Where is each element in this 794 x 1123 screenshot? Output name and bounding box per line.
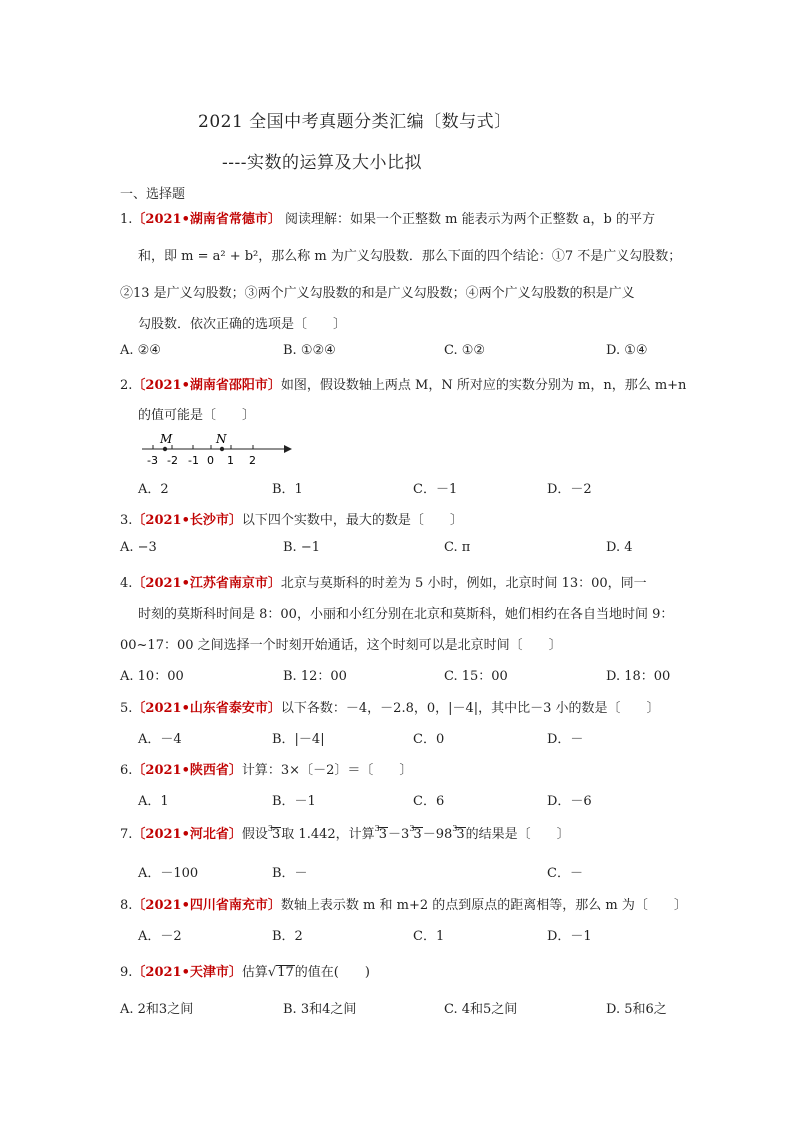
question-source: 〔2021•陕西省〕 [132, 763, 242, 778]
question-text: 的值可能是〔 〕 [138, 408, 256, 423]
cube-root-expression: 3 [456, 827, 465, 842]
option-b[interactable]: B. ①②④ [283, 343, 336, 358]
question-text: 00~17：00 之间选择一个时刻开始通话，这个时刻可以是北京时间〔 〕 [120, 638, 562, 653]
option-c[interactable]: C. ①② [444, 343, 486, 358]
question-number: 3. [120, 513, 133, 528]
option-b[interactable]: B．2 [272, 929, 303, 944]
option-b[interactable]: B. −1 [283, 540, 320, 555]
question-text: 如图，假设数轴上两点 M，N 所对应的实数分别为 m，n，那么 m+n [280, 378, 687, 393]
tick-label: -2 [167, 454, 178, 467]
tick-label: -3 [147, 454, 158, 467]
question-source: 〔2021•山东省泰安市〕 [132, 701, 281, 716]
option-a[interactable]: A. ②④ [120, 343, 161, 358]
question-text: 估算 [241, 965, 268, 980]
option-d[interactable]: D．－2 [547, 482, 592, 497]
option-a[interactable]: A．－4 [138, 732, 182, 747]
question-text: 的值在( ) [294, 965, 370, 980]
option-d[interactable]: D．－6 [547, 794, 592, 809]
option-d[interactable]: D．－ [547, 732, 584, 747]
question-text: 时刻的莫斯科时间是 8：00，小丽和小红分别在北京和莫斯科，她们相约在各自当地时间 9： [138, 607, 674, 622]
option-c[interactable]: C．6 [413, 794, 445, 809]
question-text: 北京与莫斯科的时差为 5 小时，例如，北京时间 13：00，同一 [280, 576, 647, 591]
question-source: 〔2021•江苏省南京市〕 [132, 576, 281, 591]
option-d[interactable]: D．－1 [547, 929, 592, 944]
options-row [0, 728, 794, 748]
tick-label: 1 [227, 454, 234, 467]
question-text: 以下四个实数中，最大的数是〔 〕 [241, 513, 463, 528]
question-text: 阅读理解：如果一个正整数 m 能表示为两个正整数 a，b 的平方 [280, 212, 655, 227]
question-text: －98 [422, 827, 453, 842]
cube-root-expression: 3 [378, 827, 388, 842]
option-c[interactable]: C．－1 [413, 482, 458, 497]
question-number: 9. [120, 965, 133, 980]
option-c[interactable]: C. 4和5之间 [444, 1002, 518, 1017]
question-text: 的结果是〔 〕 [465, 827, 570, 842]
option-d[interactable]: D. 5和6之 [606, 1002, 667, 1017]
option-a[interactable]: A．2 [138, 482, 169, 497]
cube-root-expression: 3 [272, 827, 281, 842]
option-a[interactable]: A．1 [138, 794, 169, 809]
option-a[interactable]: A. 10：00 [120, 669, 184, 684]
number-line-figure [138, 428, 298, 470]
question-source: 〔2021•河北省〕 [132, 827, 242, 842]
question-text: 假设 [241, 827, 268, 842]
options-row [0, 478, 794, 498]
option-b[interactable]: B．1 [272, 482, 303, 497]
question-number: 4. [120, 576, 133, 591]
question-number: 6. [120, 763, 133, 778]
question-number: 2. [120, 378, 133, 393]
option-b[interactable]: B．－1 [272, 794, 316, 809]
options-row [0, 540, 794, 560]
point-m [163, 447, 167, 451]
question-source: 〔2021•长沙市〕 [132, 513, 242, 528]
question-source: 〔2021•四川省南充市〕 [132, 898, 281, 913]
arrow-icon [284, 445, 292, 453]
tick-label: 0 [207, 454, 214, 467]
page-subtitle: ----实数的运算及大小比拟 [222, 153, 422, 173]
question-text: 取 1.442，计算 [281, 827, 375, 842]
question-source: 〔2021•湖南省常德市〕 [132, 212, 281, 227]
option-b[interactable]: B．－ [272, 866, 308, 881]
option-d[interactable]: D. ①④ [606, 343, 648, 358]
option-c[interactable]: C. 15：00 [444, 669, 508, 684]
point-n [220, 447, 224, 451]
option-d[interactable]: D. 18：00 [606, 669, 671, 684]
question-text: －3 [388, 827, 410, 842]
option-c[interactable]: C．－ [547, 866, 583, 881]
options-row [0, 925, 794, 945]
question-number: 7. [120, 827, 133, 842]
option-d[interactable]: D. 4 [606, 540, 633, 555]
question-text: ②13 是广义勾股数；③两个广义勾股数的和是广义勾股数；④两个广义勾股数的积是广义 [120, 286, 635, 301]
question-number: 5. [120, 701, 133, 716]
option-b[interactable]: B. 12：00 [283, 669, 347, 684]
cube-root-expression: 3 [413, 827, 422, 842]
point-label-m: M [160, 432, 173, 446]
options-row [0, 665, 794, 685]
square-root-expression: 17 [277, 965, 294, 980]
options-row [0, 998, 794, 1018]
question-source: 〔2021•湖南省邵阳市〕 [132, 378, 281, 393]
question-number: 8. [120, 898, 133, 913]
section-heading: 一、选择题 [120, 187, 186, 202]
question-text: 和，即 m = a² + b²，那么称 m 为广义勾股数．那么下面的四个结论：①7 不是广义勾股数； [138, 249, 682, 264]
question-source: 〔2021•天津市〕 [132, 965, 242, 980]
option-c[interactable]: C．0 [413, 732, 445, 747]
option-a[interactable]: A. 2和3之间 [120, 1002, 194, 1017]
point-label-n: N [216, 432, 227, 446]
question-number: 1. [120, 212, 133, 227]
tick-label: -1 [188, 454, 199, 467]
option-b[interactable]: B. 3和4之间 [283, 1002, 357, 1017]
question-text: 计算：3×〔－2〕＝〔 〕 [241, 763, 413, 778]
option-c[interactable]: C. π [444, 540, 471, 555]
option-a[interactable]: A．－2 [138, 929, 182, 944]
option-c[interactable]: C．1 [413, 929, 445, 944]
options-row [0, 343, 794, 363]
option-a[interactable]: A．－100 [138, 866, 199, 881]
page-title: 2021 全国中考真题分类汇编〔数与式〕 [198, 112, 512, 132]
question-text: 数轴上表示数 m 和 m+2 的点到原点的距离相等，那么 m 为〔 〕 [280, 898, 687, 913]
option-b[interactable]: B．|－4| [272, 732, 325, 747]
option-a[interactable]: A. −3 [120, 540, 157, 555]
tick-label: 2 [249, 454, 256, 467]
question-text: 以下各数：－4，－2.8，0，|－4|，其中比－3 小的数是〔 〕 [280, 701, 660, 716]
question-text: 勾股数．依次正确的选项是〔 〕 [138, 317, 347, 332]
options-row [0, 790, 794, 810]
options-row [0, 862, 794, 882]
